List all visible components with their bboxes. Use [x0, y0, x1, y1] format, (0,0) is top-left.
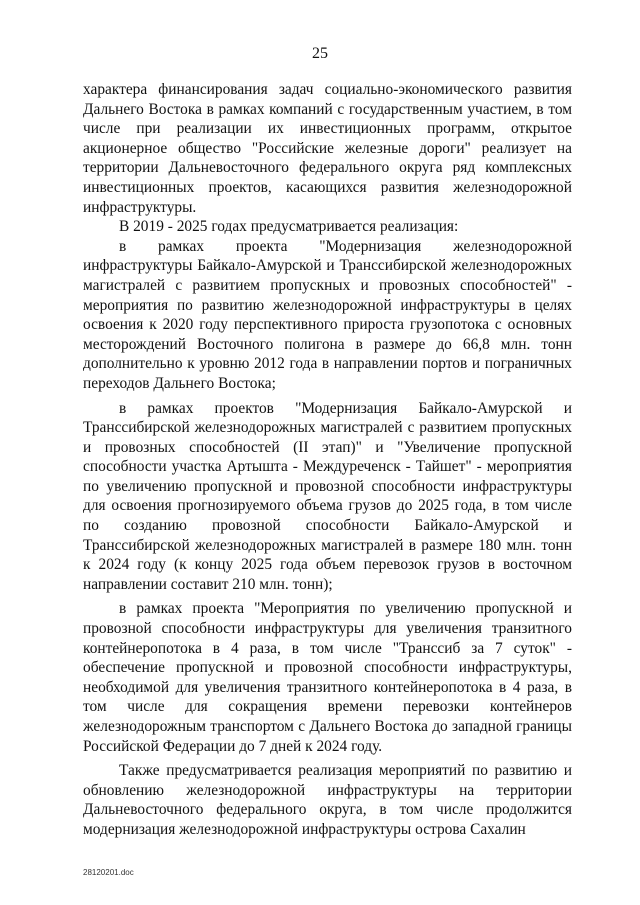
paragraph-item-2: в рамках проектов "Модернизация Байкало-Амурской и Транссибирской железнодорожных магистралей с развитием пропускных и провозных способностей (II этап)" и "Увеличение пропускной способности участка Артышта - Междуреченск - Тайшет" - мероприятия по увеличению пропускной и провозной способности инфраструктуры для освоения прогнозируемого объема грузов до 2025 года, в том числе по созданию провозной способности Байкало-Амурской и Транссибирской железнодорожных магистралей в размере 180 млн. тонн к 2024 году (к концу 2025 года объем перевозок грузов в восточном направлении составит 210 млн. тонн); [83, 399, 572, 593]
paragraph-item-1: в рамках проекта "Модернизация железнодорожной инфраструктуры Байкало-Амурской и Транссибирской железнодорожных магистралей с развитием пропускных и провозных способностей" - мероприятия по развитию железнодорожной инфраструктуры в целях освоения к 2020 году перспективного прироста грузопотока с основных месторождений Восточного полигона в размере до 66,8 млн. тонн дополнительно к уровню 2012 года в направлении портов и пограничных переходов Дальнего Востока; [83, 237, 572, 392]
footer-filename: 28120201.doc [83, 868, 134, 877]
paragraph-continuation: характера финансирования задач социально-экономического развития Дальнего Востока в рамках компаний с государственным участием, в том числе при реализации их инвестиционных программ, открытое акционерное общество "Российские железные дороги" реализует на территории Дальневосточного федерального округа ряд комплексных инвестиционных проектов, касающихся развития железнодорожной инфраструктуры. [83, 81, 572, 216]
paragraph-item-3: в рамках проекта "Мероприятия по увеличению пропускной и провозной способности инфраструктуры для увеличения транзитного контейнеропотока в 4 раза, в том числе "Транссиб за 7 суток" - обеспечение пропускной и провозной способности инфраструктуры, необходимой для увеличения транзитного контейнеропотока в 4 раза, в том числе для сокращения времени перевозки контейнеров железнодорожным транспортом с Дальнего Востока до западной границы Российской Федерации до 7 дней к 2024 году. [83, 600, 572, 755]
paragraph-also: Также предусматривается реализация мероприятий по развитию и обновлению железнодорожной инфраструктуры на территории Дальневосточного федерального округа, в том числе продолжится модернизация железнодорожной инфраструктуры острова Сахалин [83, 762, 572, 838]
document-body [83, 80, 572, 840]
paragraph-intro: В 2019 - 2025 годах предусматривается реализация: [119, 218, 459, 236]
page-number: 25 [312, 45, 328, 62]
